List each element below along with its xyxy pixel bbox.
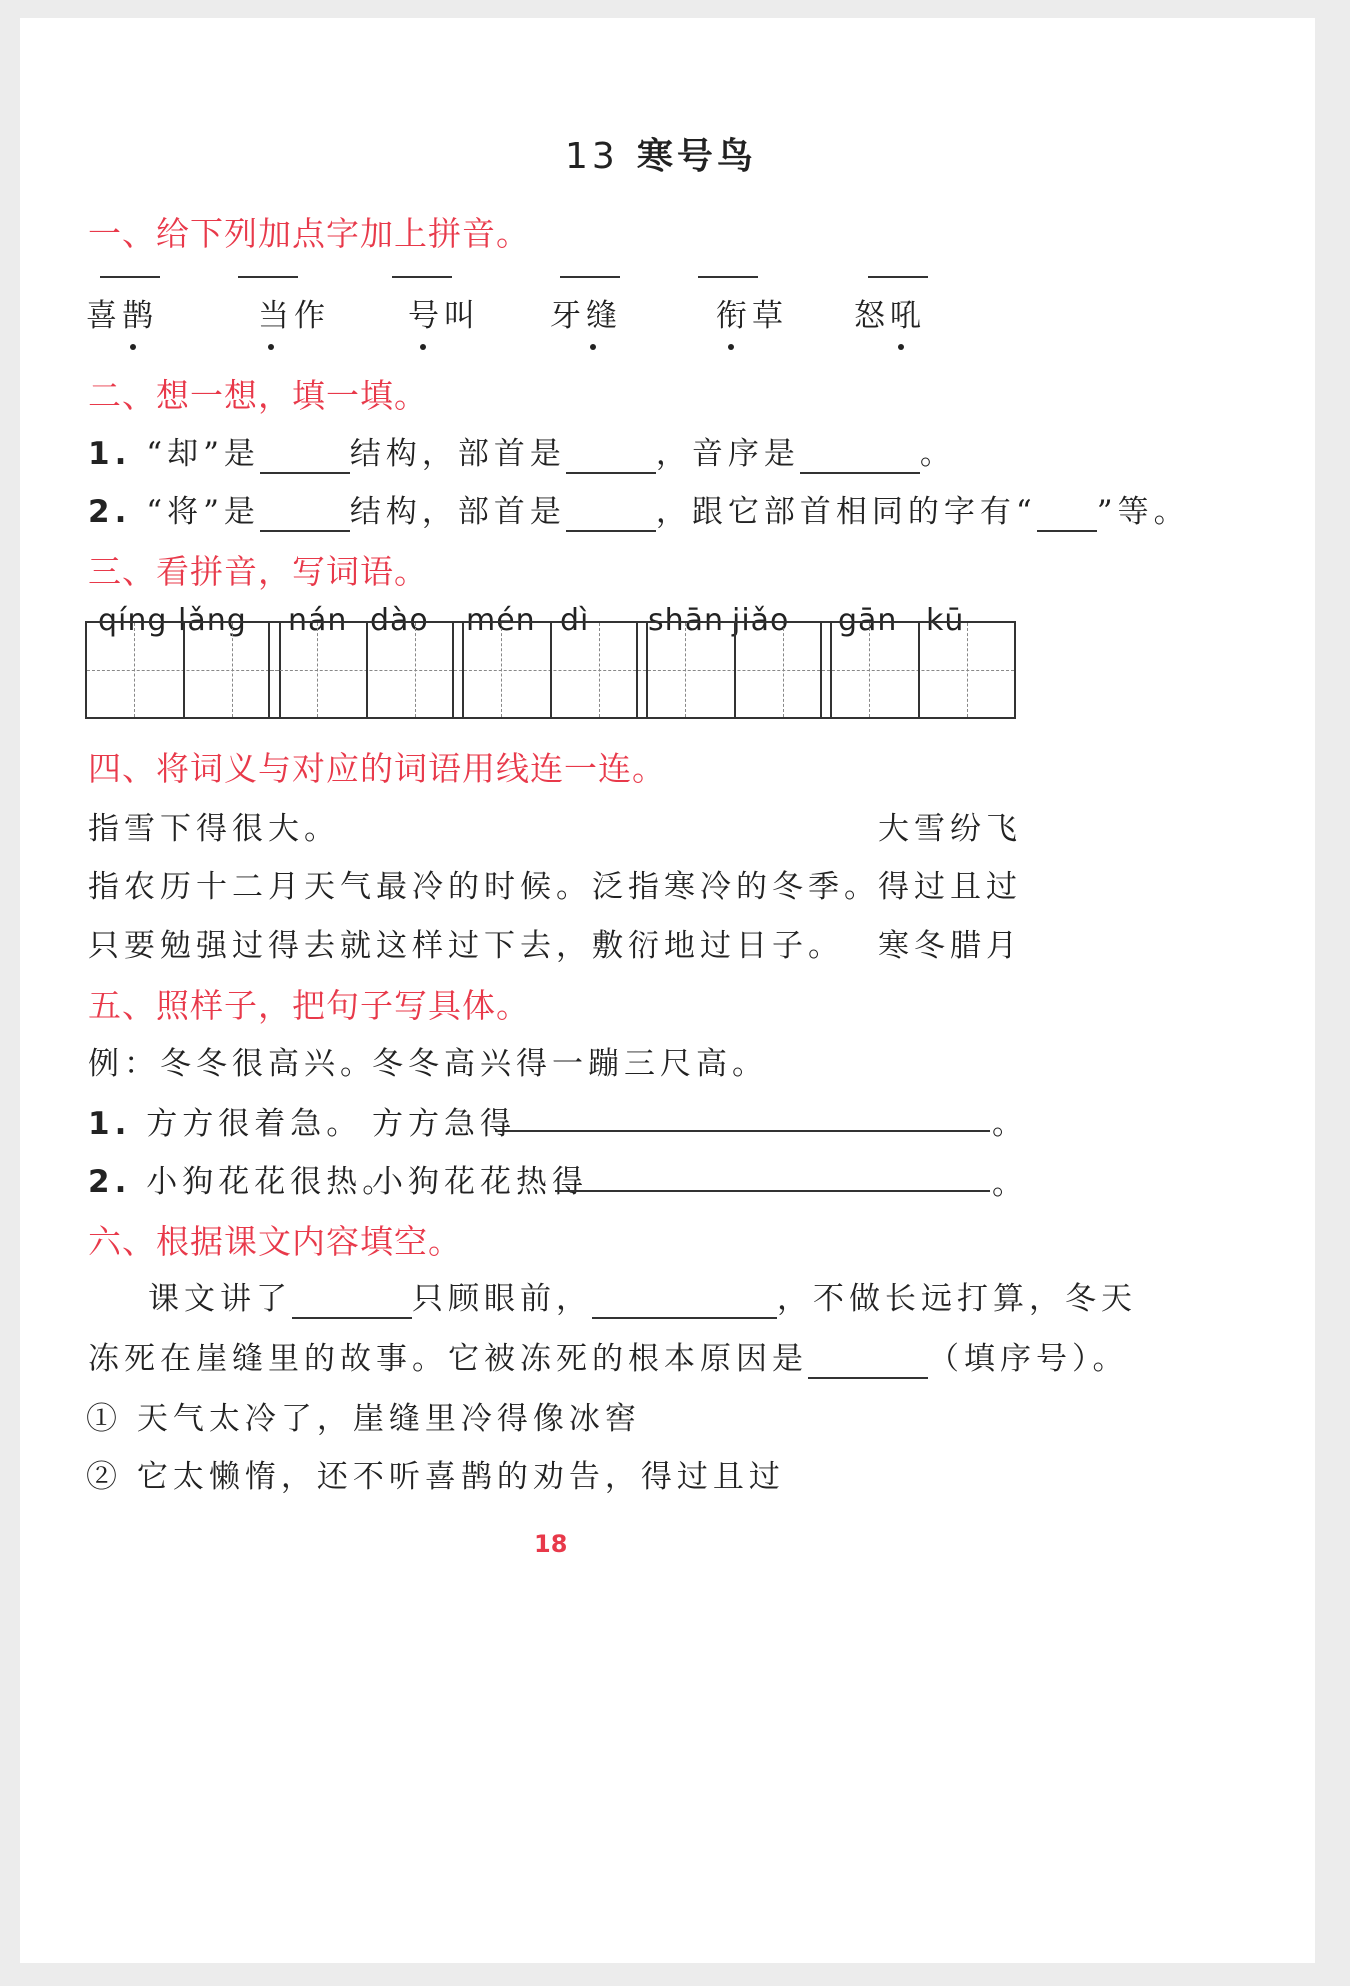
paragraph-text: （填序号）。 [928, 1341, 1129, 1377]
section-2-heading: 二、想一想，填一填。 [88, 376, 428, 415]
paragraph-text: 只顾眼前， [412, 1281, 592, 1317]
pinyin-5b: kū [926, 603, 965, 638]
dotted-word-5: 衔草 [716, 298, 788, 334]
answer-line[interactable] [555, 1190, 990, 1192]
pinyin-blank-4[interactable] [560, 276, 620, 278]
section-1-heading: 一、给下列加点字加上拼音。 [88, 214, 530, 253]
pinyin-blank-1[interactable] [100, 276, 160, 278]
question-2-1 [88, 428, 956, 474]
example-label: 例：冬冬很高兴。 [88, 1046, 376, 1082]
emphasis-dot [728, 344, 734, 350]
dotted-word-2: 当作 [258, 298, 330, 334]
match-word-2[interactable]: 得过且过 [878, 869, 1022, 905]
paragraph-text: 课文讲了 [148, 1281, 292, 1317]
pinyin-blank-3[interactable] [392, 276, 452, 278]
question-number: 1. [88, 1106, 132, 1142]
emphasis-dot [898, 344, 904, 350]
match-word-3[interactable]: 寒冬腊月 [878, 928, 1022, 964]
lesson-title [565, 128, 757, 179]
question-text: ，音序是 [655, 436, 800, 472]
writing-grid-1[interactable] [85, 621, 281, 719]
question-text: ，跟它部首相同的字有“ [655, 494, 1037, 530]
answer-blank[interactable] [260, 494, 350, 532]
pinyin-1a: qíng [98, 603, 168, 638]
writing-grid-2[interactable] [268, 621, 464, 719]
pinyin-2b: dào [370, 603, 429, 638]
question-text: ”等。 [1096, 494, 1190, 530]
answer-blank[interactable] [808, 1341, 928, 1379]
pinyin-4b: jiǎo [732, 603, 790, 638]
page-number: 18 [534, 1530, 568, 1558]
period: 。 [992, 1106, 1028, 1142]
answer-blank[interactable] [260, 436, 350, 474]
dotted-word-6: 怒吼 [854, 298, 926, 334]
pinyin-3b: dì [560, 603, 590, 638]
emphasis-dot [420, 344, 426, 350]
answer-blank[interactable] [566, 494, 656, 532]
fill-paragraph-1 [148, 1273, 1137, 1319]
meaning-1[interactable]: 指雪下得很大。 [88, 811, 340, 847]
question-text: 小狗花花很热。 [146, 1164, 399, 1200]
answer-blank[interactable] [592, 1281, 777, 1319]
pinyin-blank-5[interactable] [698, 276, 758, 278]
option-1[interactable]: ① 天气太冷了，崖缝里冷得像冰窖 [86, 1401, 641, 1437]
option-2[interactable]: ② 它太懒惰，还不听喜鹊的劝告，得过且过 [86, 1459, 785, 1495]
worksheet-page [20, 18, 1315, 1963]
question-text: 结构，部首是 [349, 436, 566, 472]
question-number: 2. [88, 494, 132, 530]
question-text: “却”是 [146, 436, 260, 472]
meaning-2[interactable]: 指农历十二月天气最冷的时候。泛指寒冷的冬季。 [88, 869, 880, 905]
section-3-heading: 三、看拼音，写词语。 [88, 552, 428, 591]
paragraph-text: ，不做长远打算，冬天 [777, 1281, 1137, 1317]
question-2-2 [88, 486, 1190, 532]
pinyin-blank-6[interactable] [868, 276, 928, 278]
question-number: 1. [88, 436, 132, 472]
meaning-3[interactable]: 只要勉强过得去就这样过下去，敷衍地过日子。 [88, 928, 844, 964]
pinyin-5a: gān [838, 603, 898, 638]
dotted-word-4: 牙缝 [550, 298, 622, 334]
pinyin-3a: mén [466, 603, 536, 638]
pinyin-blank-2[interactable] [238, 276, 298, 278]
emphasis-dot [130, 344, 136, 350]
section-5-heading: 五、照样子，把句子写具体。 [88, 986, 530, 1025]
question-text: 方方很着急。 [146, 1106, 363, 1142]
section-4-heading: 四、将词义与对应的词语用线连一连。 [88, 749, 666, 788]
pinyin-1b: lǎng [178, 603, 247, 638]
emphasis-dot [268, 344, 274, 350]
question-number: 2. [88, 1164, 132, 1200]
answer-blank[interactable] [800, 436, 920, 474]
lesson-number: 13 [565, 136, 619, 177]
example-answer: 冬冬高兴得一蹦三尺高。 [372, 1046, 768, 1082]
lesson-name: 寒号鸟 [636, 136, 757, 177]
question-5-1-prompt: 方方急得 [372, 1106, 516, 1142]
emphasis-dot [590, 344, 596, 350]
section-6-heading: 六、根据课文内容填空。 [88, 1222, 462, 1261]
fill-paragraph-2 [88, 1333, 1129, 1379]
question-5-2 [88, 1156, 398, 1201]
dotted-word-1: 喜鹊 [86, 298, 158, 334]
paragraph-text: 冻死在崖缝里的故事。它被冻死的根本原因是 [88, 1341, 808, 1377]
question-5-1 [88, 1098, 362, 1143]
question-text: “将”是 [146, 494, 260, 530]
match-word-1[interactable]: 大雪纷飞 [878, 811, 1022, 847]
answer-blank[interactable] [1037, 494, 1097, 532]
writing-grid-3[interactable] [452, 621, 648, 719]
answer-blank[interactable] [566, 436, 656, 474]
question-text: 结构，部首是 [349, 494, 566, 530]
period: 。 [992, 1166, 1028, 1202]
pinyin-4a: shān [648, 603, 725, 638]
dotted-word-3: 号叫 [408, 298, 480, 334]
writing-grid-4[interactable] [636, 621, 832, 719]
answer-line[interactable] [495, 1130, 990, 1132]
question-5-2-prompt: 小狗花花热得 [372, 1164, 588, 1200]
answer-blank[interactable] [292, 1281, 412, 1319]
writing-grid-5[interactable] [820, 621, 1016, 719]
question-text: 。 [919, 436, 956, 472]
pinyin-2a: nán [288, 603, 348, 638]
